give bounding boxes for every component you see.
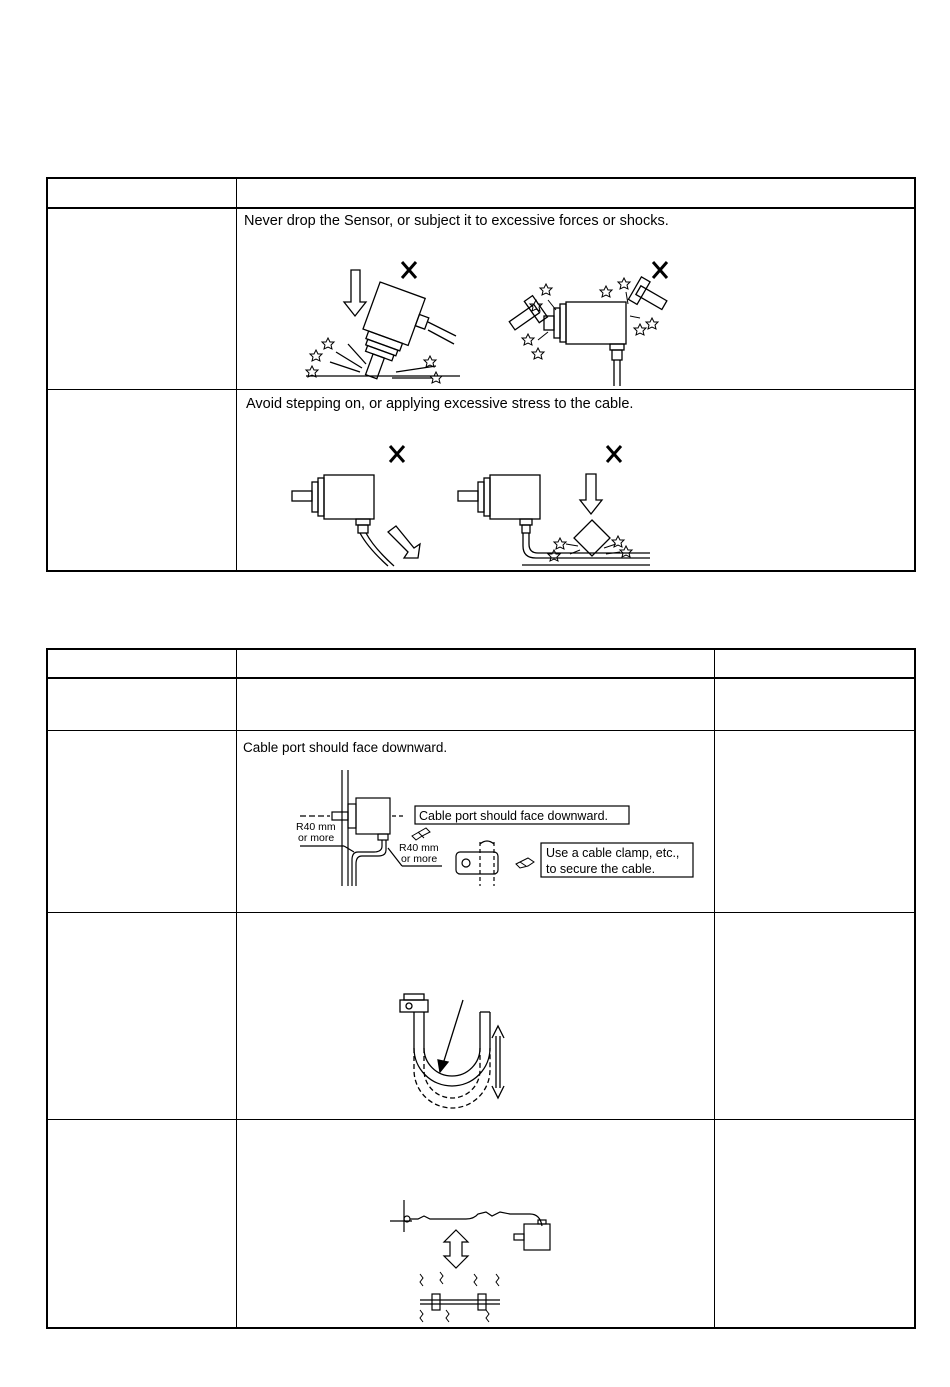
radius-label-right-1: R40 mm [399, 842, 439, 854]
radius-label-left-1: R40 mm [296, 821, 336, 833]
cable-stress-warning-text: Avoid stepping on, or applying excessive stress to the cable. [246, 396, 634, 412]
callout-clamp-label-2: to secure the cable. [546, 862, 656, 876]
drop-warning-text: Never drop the Sensor, or subject it to excessive forces or shocks. [244, 213, 669, 229]
callout-cable-port-label: Cable port should face downward. [419, 809, 609, 823]
cable-port-instruction: Cable port should face downward. [243, 740, 448, 755]
callout-clamp-label-1: Use a cable clamp, etc., [546, 846, 680, 860]
sensor-body [524, 1224, 550, 1250]
double-arrow-vertical-icon [444, 1230, 468, 1268]
radius-label-right-2: or more [401, 853, 438, 865]
radius-label-left-2: or more [298, 832, 335, 844]
